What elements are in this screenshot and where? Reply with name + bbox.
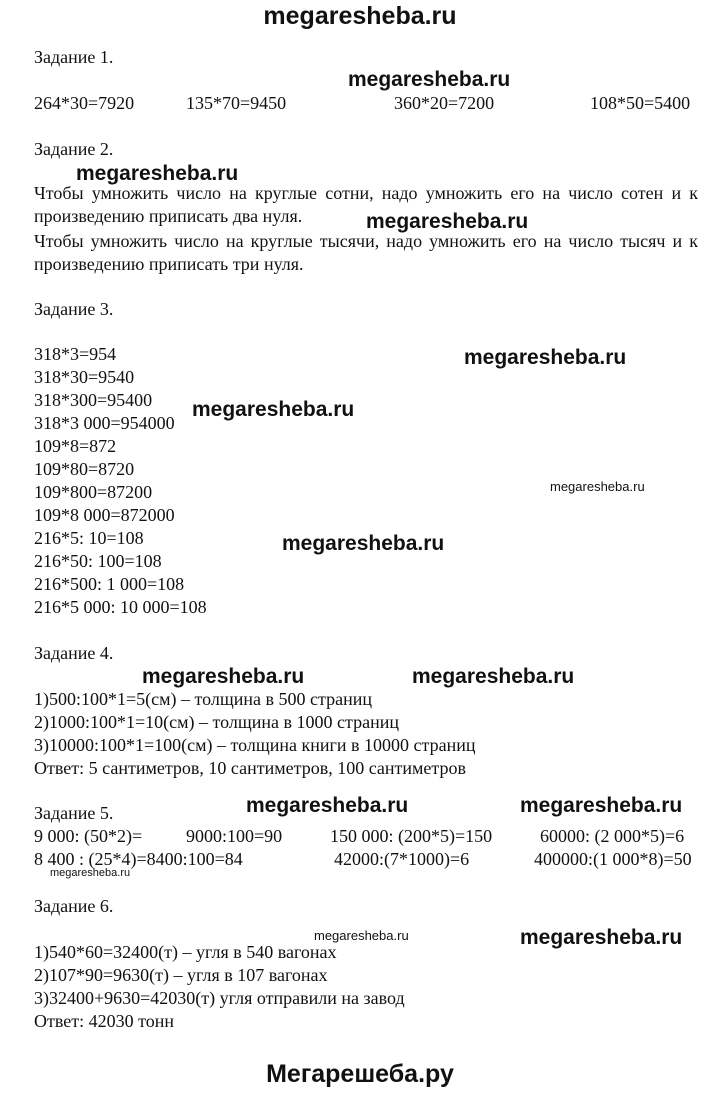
site-footer: Мегарешеба.ру (266, 1060, 454, 1088)
watermark: megaresheba.ru (412, 665, 575, 688)
task5-item: 8 400 : (25*4)=8400:100=84 (34, 849, 243, 869)
task3-line: 216*5 000: 10 000=108 (34, 597, 207, 617)
task1-item: 108*50=5400 (590, 93, 691, 113)
task3-line: 318*300=95400 (34, 390, 153, 410)
watermark: megaresheba.ru (282, 532, 445, 555)
task4-title: Задание 4. (34, 643, 114, 663)
task1-item: 264*30=7920 (34, 93, 135, 113)
task6-answer: Ответ: 42030 тонн (34, 1011, 175, 1031)
watermark: megaresheba.ru (246, 794, 409, 817)
task5-item: 42000:(7*1000)=6 (334, 849, 470, 869)
watermark: megaresheba.ru (314, 928, 409, 943)
task3-line: 216*5: 10=108 (34, 528, 144, 548)
watermark: megaresheba.ru (550, 479, 645, 494)
task5-item: 9000:100=90 (186, 826, 283, 846)
task1-item: 360*20=7200 (394, 93, 495, 113)
task3-line: 109*8 000=872000 (34, 505, 175, 525)
task5-item: 60000: (2 000*5)=6 (540, 826, 685, 846)
watermark: megaresheba.ru (366, 210, 529, 233)
task5-item: 150 000: (200*5)=150 (330, 826, 493, 846)
task3-line: 109*80=8720 (34, 459, 135, 479)
task4-line: 2)1000:100*1=10(см) – толщина в 1000 страниц (34, 712, 399, 732)
task2-rule-thousands: Чтобы умножить число на круглые тысячи, надо умножить его на число тысяч и к произведению приписать три нуля. (34, 231, 698, 274)
task3-line: 318*3 000=954000 (34, 413, 175, 433)
task5-title: Задание 5. (34, 803, 114, 823)
task3-line: 216*500: 1 000=108 (34, 574, 185, 594)
task3-line: 318*30=9540 (34, 367, 135, 387)
watermark: megaresheba.ru (520, 794, 683, 817)
task2-title: Задание 2. (34, 139, 114, 159)
task5-item: 400000:(1 000*8)=50 (534, 849, 692, 869)
task3-title: Задание 3. (34, 299, 114, 319)
task1-item: 135*70=9450 (186, 93, 287, 113)
watermark: megaresheba.ru (348, 68, 511, 91)
task3-line: 318*3=954 (34, 344, 117, 364)
watermark: megaresheba.ru (464, 346, 627, 369)
task3-line: 216*50: 100=108 (34, 551, 162, 571)
task3-line: 109*8=872 (34, 436, 117, 456)
task1-title: Задание 1. (34, 47, 114, 67)
task6-title: Задание 6. (34, 896, 114, 916)
task2-rule-hundreds: Чтобы умножить число на круглые сотни, надо умножить его на число сотен и к произведению приписать два нуля. (34, 183, 698, 226)
task6-line: 1)540*60=32400(т) – угля в 540 вагонах (34, 942, 337, 962)
task6-line: 2)107*90=9630(т) – угля в 107 вагонах (34, 965, 328, 985)
task4-line: 3)10000:100*1=100(см) – толщина книги в 10000 страниц (34, 735, 476, 755)
site-header: megaresheba.ru (263, 2, 457, 30)
watermark: megaresheba.ru (76, 162, 239, 185)
watermark: megaresheba.ru (50, 867, 131, 879)
watermark: megaresheba.ru (142, 665, 305, 688)
task6-line: 3)32400+9630=42030(т) угля отправили на завод (34, 988, 405, 1008)
task3-line: 109*800=87200 (34, 482, 153, 502)
task4-answer: Ответ: 5 сантиметров, 10 сантиметров, 100 сантиметров (34, 758, 466, 778)
task5-item: 9 000: (50*2)= (34, 826, 143, 846)
watermark: megaresheba.ru (520, 926, 683, 949)
watermark: megaresheba.ru (192, 398, 355, 421)
task4-line: 1)500:100*1=5(см) – толщина в 500 страниц (34, 689, 372, 709)
